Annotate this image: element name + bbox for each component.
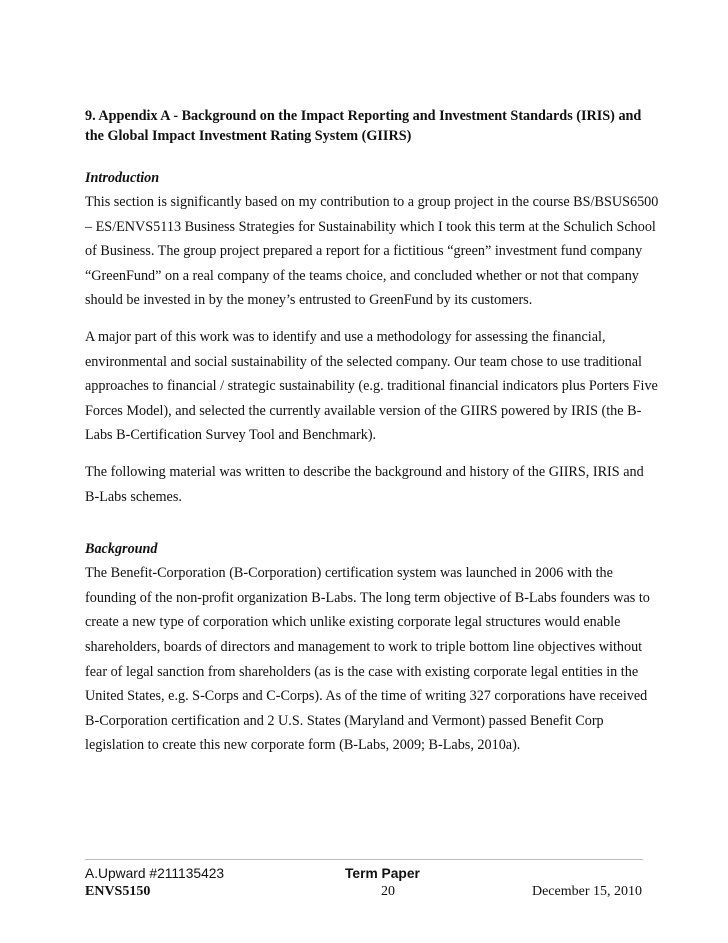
text-line: This section is significantly based on my contribution to a group project in the course BS/BSUS6500 bbox=[85, 194, 659, 210]
text-line: legislation to create this new corporate form (B-Labs, 2009; B-Labs, 2010a). bbox=[85, 737, 521, 754]
text-line: shareholders, boards of directors and management to work to triple bottom line objectives without bbox=[85, 638, 643, 655]
text-line: of Business. The group project prepared a report for a fictitious “green” investment fund company bbox=[85, 243, 643, 260]
text-line: Forces Model), and selected the currently available version of the GIIRS powered by IRIS (the B- bbox=[85, 402, 642, 419]
text-line: approaches to financial / strategic sustainability (e.g. traditional financial indicators plus Porters Five bbox=[85, 378, 658, 395]
background-paragraph bbox=[85, 561, 657, 758]
text-line: “GreenFund” on a real company of the teams choice, and concluded whether or not that company bbox=[85, 267, 639, 284]
text-line: United States, e.g. S-Corps and C-Corps). As of the time of writing 327 corporations have received bbox=[85, 688, 648, 705]
text-line: The following material was written to describe the background and history of the GIIRS, IRIS and bbox=[85, 463, 644, 480]
text-line: should be invested in by the money’s entrusted to GreenFund by its customers. bbox=[85, 292, 533, 309]
background-title: Background bbox=[85, 541, 158, 558]
footer-doc-type: Term Paper bbox=[345, 866, 420, 881]
text-line: create a new type of corporation which unlike existing corporate legal structures would enable bbox=[85, 614, 621, 631]
text-line: Labs B-Certification Survey Tool and Benchmark). bbox=[85, 427, 377, 444]
text-line: – ES/ENVS5113 Business Strategies for Sustainability which I took this term at the Schulich School bbox=[85, 218, 656, 235]
text-line: founding of the non-profit organization B-Labs. The long term objective of B-Labs founders was to bbox=[85, 589, 650, 606]
footer-course: ENVS5150 bbox=[85, 884, 151, 899]
text-line: B-Corporation certification and 2 U.S. States (Maryland and Vermont) passed Benefit Corp bbox=[85, 712, 604, 729]
introduction-title: Introduction bbox=[85, 170, 160, 186]
appendix-heading-line: 9. Appendix A - Background on the Impact Reporting and Investment Standards (IRIS) and bbox=[85, 108, 642, 124]
text-line: A major part of this work was to identify and use a methodology for assessing the financial, bbox=[85, 328, 606, 345]
text-line: The Benefit-Corporation (B-Corporation) certification system was launched in 2006 with the bbox=[85, 565, 613, 582]
text-line: fear of legal sanction from shareholders (as is the case with existing corporate legal entities in the bbox=[85, 663, 639, 680]
appendix-heading-line: the Global Impact Investment Rating System (GIIRS) bbox=[85, 128, 412, 144]
text-line: environmental and social sustainability of the selected company. Our team chose to use traditional bbox=[85, 353, 642, 370]
page-footer bbox=[85, 864, 645, 908]
intro-paragraph-2 bbox=[85, 325, 657, 448]
intro-paragraph-3 bbox=[85, 460, 657, 509]
page-content bbox=[85, 106, 657, 758]
intro-paragraph-1 bbox=[85, 190, 657, 313]
footer-date: December 15, 2010 bbox=[531, 884, 642, 899]
footer-divider bbox=[85, 859, 643, 860]
footer-page-number: 20 bbox=[381, 884, 395, 899]
appendix-heading bbox=[85, 106, 657, 146]
text-line: B-Labs schemes. bbox=[85, 488, 182, 505]
footer-author: A.Upward #211135423 bbox=[85, 866, 225, 881]
